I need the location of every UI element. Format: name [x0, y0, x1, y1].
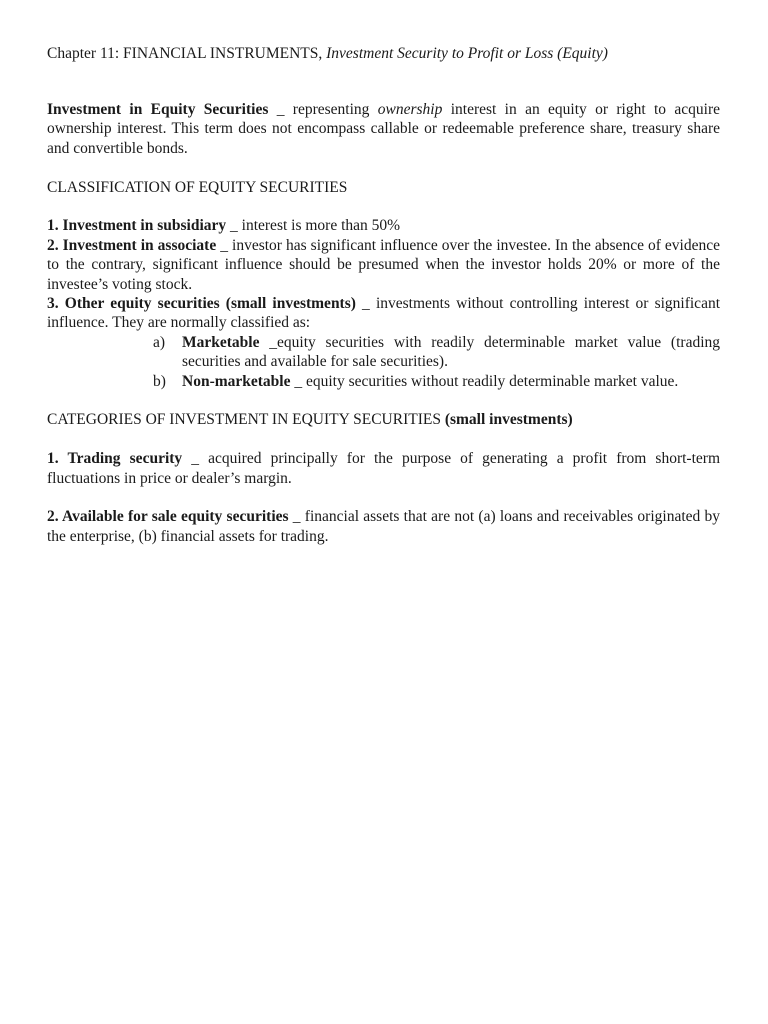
category-item-text: _ acquired principally for the purpose of generating a profit from short-term fluctuations in price or dealer’s margin.	[47, 450, 720, 487]
intro-paragraph	[47, 100, 720, 158]
subitem-marker: a)	[153, 333, 166, 351]
chapter-header-subtitle: Investment Security to Profit or Loss (Equity)	[326, 45, 608, 62]
subitem-text	[182, 372, 720, 391]
category-item-text: _ financial assets that are not (a) loans and receivables originated by the enterprise, (b) financial assets for trading.	[47, 508, 721, 545]
category-item-label: 1. Trading security	[47, 450, 183, 468]
subitem-label: Non-marketable	[182, 372, 291, 390]
subitem-marketable	[153, 333, 720, 372]
classification-item-text: _ interest is more than 50%	[226, 217, 401, 235]
intro-text-b: interest in an equity or right to acquire ownership interest. This term does not encompass callable or redeemable preference share, treasury share and convertible bonds.	[47, 101, 721, 157]
classification-item-label: 3. Other equity securities (small investments)	[47, 295, 356, 313]
subitem-non-marketable	[153, 372, 720, 391]
classification-item	[47, 294, 720, 333]
category-item-label: 2. Available for sale equity securities	[47, 508, 289, 526]
classification-item-label: 2. Investment in associate	[47, 236, 217, 254]
intro-text-a: _ representing	[268, 101, 378, 118]
categories-heading-text: CATEGORIES OF INVESTMENT IN EQUITY SECURITIES	[47, 411, 445, 429]
subitem-description: _ equity securities without readily determinable market value.	[290, 372, 679, 390]
document-body	[47, 100, 720, 546]
classification-item-text: _ investments without controlling interest or significant influence. They are normally classified as:	[47, 295, 721, 332]
classification-item	[47, 216, 720, 235]
classification-item	[47, 236, 720, 294]
subitem-marker: b)	[153, 372, 166, 390]
categories-heading-qualifier: (small investments)	[444, 411, 573, 429]
categories-heading	[47, 410, 720, 429]
subitem-label: Marketable	[182, 333, 260, 351]
intro-emphasis: ownership	[377, 101, 443, 118]
category-item	[47, 449, 720, 488]
chapter-header	[47, 44, 608, 63]
classification-item-text: _ investor has significant influence over the investee. In the absence of evidence to the contrary, significant influence should be presumed when the investor holds 20% or more of the investee’s voting stock.	[47, 236, 720, 293]
classification-heading: CLASSIFICATION OF EQUITY SECURITIES	[47, 178, 348, 196]
category-item	[47, 507, 720, 546]
intro-term: Investment in Equity Securities	[47, 101, 269, 118]
subitem-text	[182, 333, 720, 372]
subitem-description: _equity securities with readily determinable market value (trading securities and available for sale securities).	[182, 333, 720, 371]
chapter-header-prefix: Chapter 11: FINANCIAL INSTRUMENTS,	[47, 45, 327, 62]
classification-item-label: 1. Investment in subsidiary	[47, 217, 227, 235]
